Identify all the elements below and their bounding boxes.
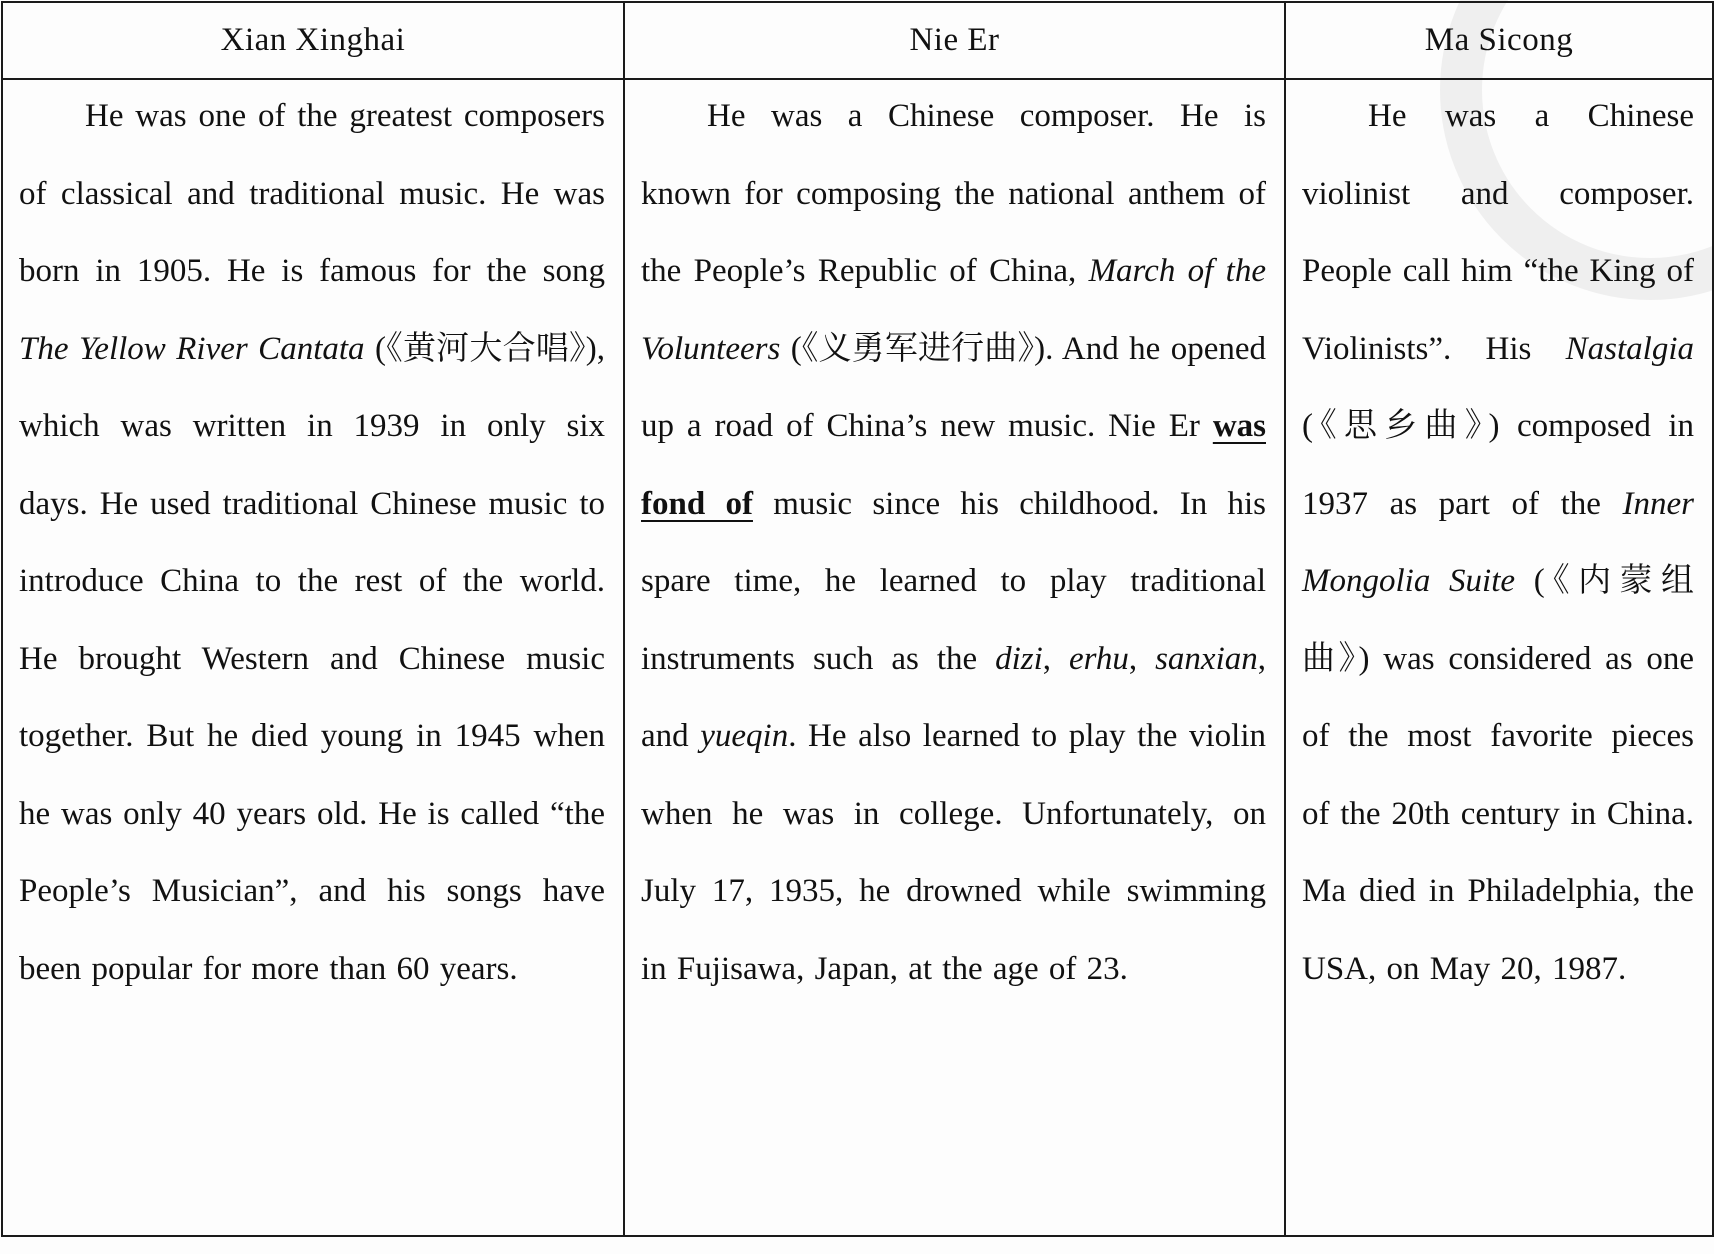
paragraph-ma-sicong bbox=[1302, 78, 1694, 1008]
cell-ma-sicong bbox=[1285, 79, 1713, 1236]
segment: , and bbox=[641, 640, 1267, 754]
segment: He was a Chinese violinist and composer. People call him “the King of Violinists”. His bbox=[1302, 98, 1694, 367]
segment: He was a Chinese composer. He is known for composing the national anthem of the People’s Republic of China, bbox=[641, 98, 1266, 289]
cell-nie-er bbox=[624, 79, 1285, 1236]
cell-xian-xinghai bbox=[2, 79, 624, 1236]
song-title: Nastalgia bbox=[1565, 330, 1694, 367]
segment: music since his childhood. In his spare time, he learned to play traditional instruments such as the bbox=[641, 485, 1266, 677]
body-row bbox=[2, 79, 1713, 1236]
segment: (《内蒙组曲》) was considered as one of the most favorite pieces of the 20th century in China. Ma died in Philadelphia, the USA, on May 20, 1987. bbox=[1302, 563, 1694, 987]
column-header-xian-xinghai: Xian Xinghai bbox=[2, 2, 624, 79]
segment: (《义勇军进行曲》). And he opened up a road of China’s new music. Nie Er bbox=[641, 330, 1266, 444]
composers-table bbox=[1, 1, 1714, 1237]
segment: He was one of the greatest composers of classical and traditional music. He was born in 1905. He is famous for the song bbox=[19, 98, 605, 289]
column-header-ma-sicong: Ma Sicong bbox=[1285, 2, 1713, 79]
segment: (《黄河大合唱》), which was written in 1939 in only six days. He used traditional Chinese music to introduce China to the rest of the world. He brought Western and Chinese music together. But he died young in 1945 when he was only 40 years old. He is called “the People’s Musician”, and his songs have been popular for more than 60 years. bbox=[19, 330, 605, 987]
instrument-name: erhu bbox=[1068, 640, 1129, 677]
segment: , bbox=[1042, 640, 1069, 677]
segment: (《思乡曲》) composed in 1937 as part of the bbox=[1302, 408, 1694, 522]
instrument-name: sanxian bbox=[1155, 640, 1258, 677]
column-header-nie-er: Nie Er bbox=[624, 2, 1285, 79]
paragraph-xian-xinghai bbox=[19, 78, 605, 1008]
instrument-name: dizi bbox=[995, 640, 1043, 677]
header-row bbox=[2, 2, 1713, 79]
song-title: March of the Volunteers bbox=[641, 253, 1266, 367]
highlighted-phrase: was fond of bbox=[641, 408, 1266, 522]
paragraph-nie-er bbox=[641, 78, 1266, 1008]
song-title: Inner Mongolia Suite bbox=[1302, 485, 1694, 599]
instrument-name: yueqin bbox=[700, 718, 789, 754]
song-title: The Yellow River Cantata bbox=[19, 330, 365, 367]
segment: , bbox=[1128, 640, 1156, 677]
segment: . He also learned to play the violin when he was in college. Unfortunately, on July 17, 1935, he drowned while swimming in Fujisawa, Japan, at the age of 23. bbox=[641, 718, 1266, 987]
